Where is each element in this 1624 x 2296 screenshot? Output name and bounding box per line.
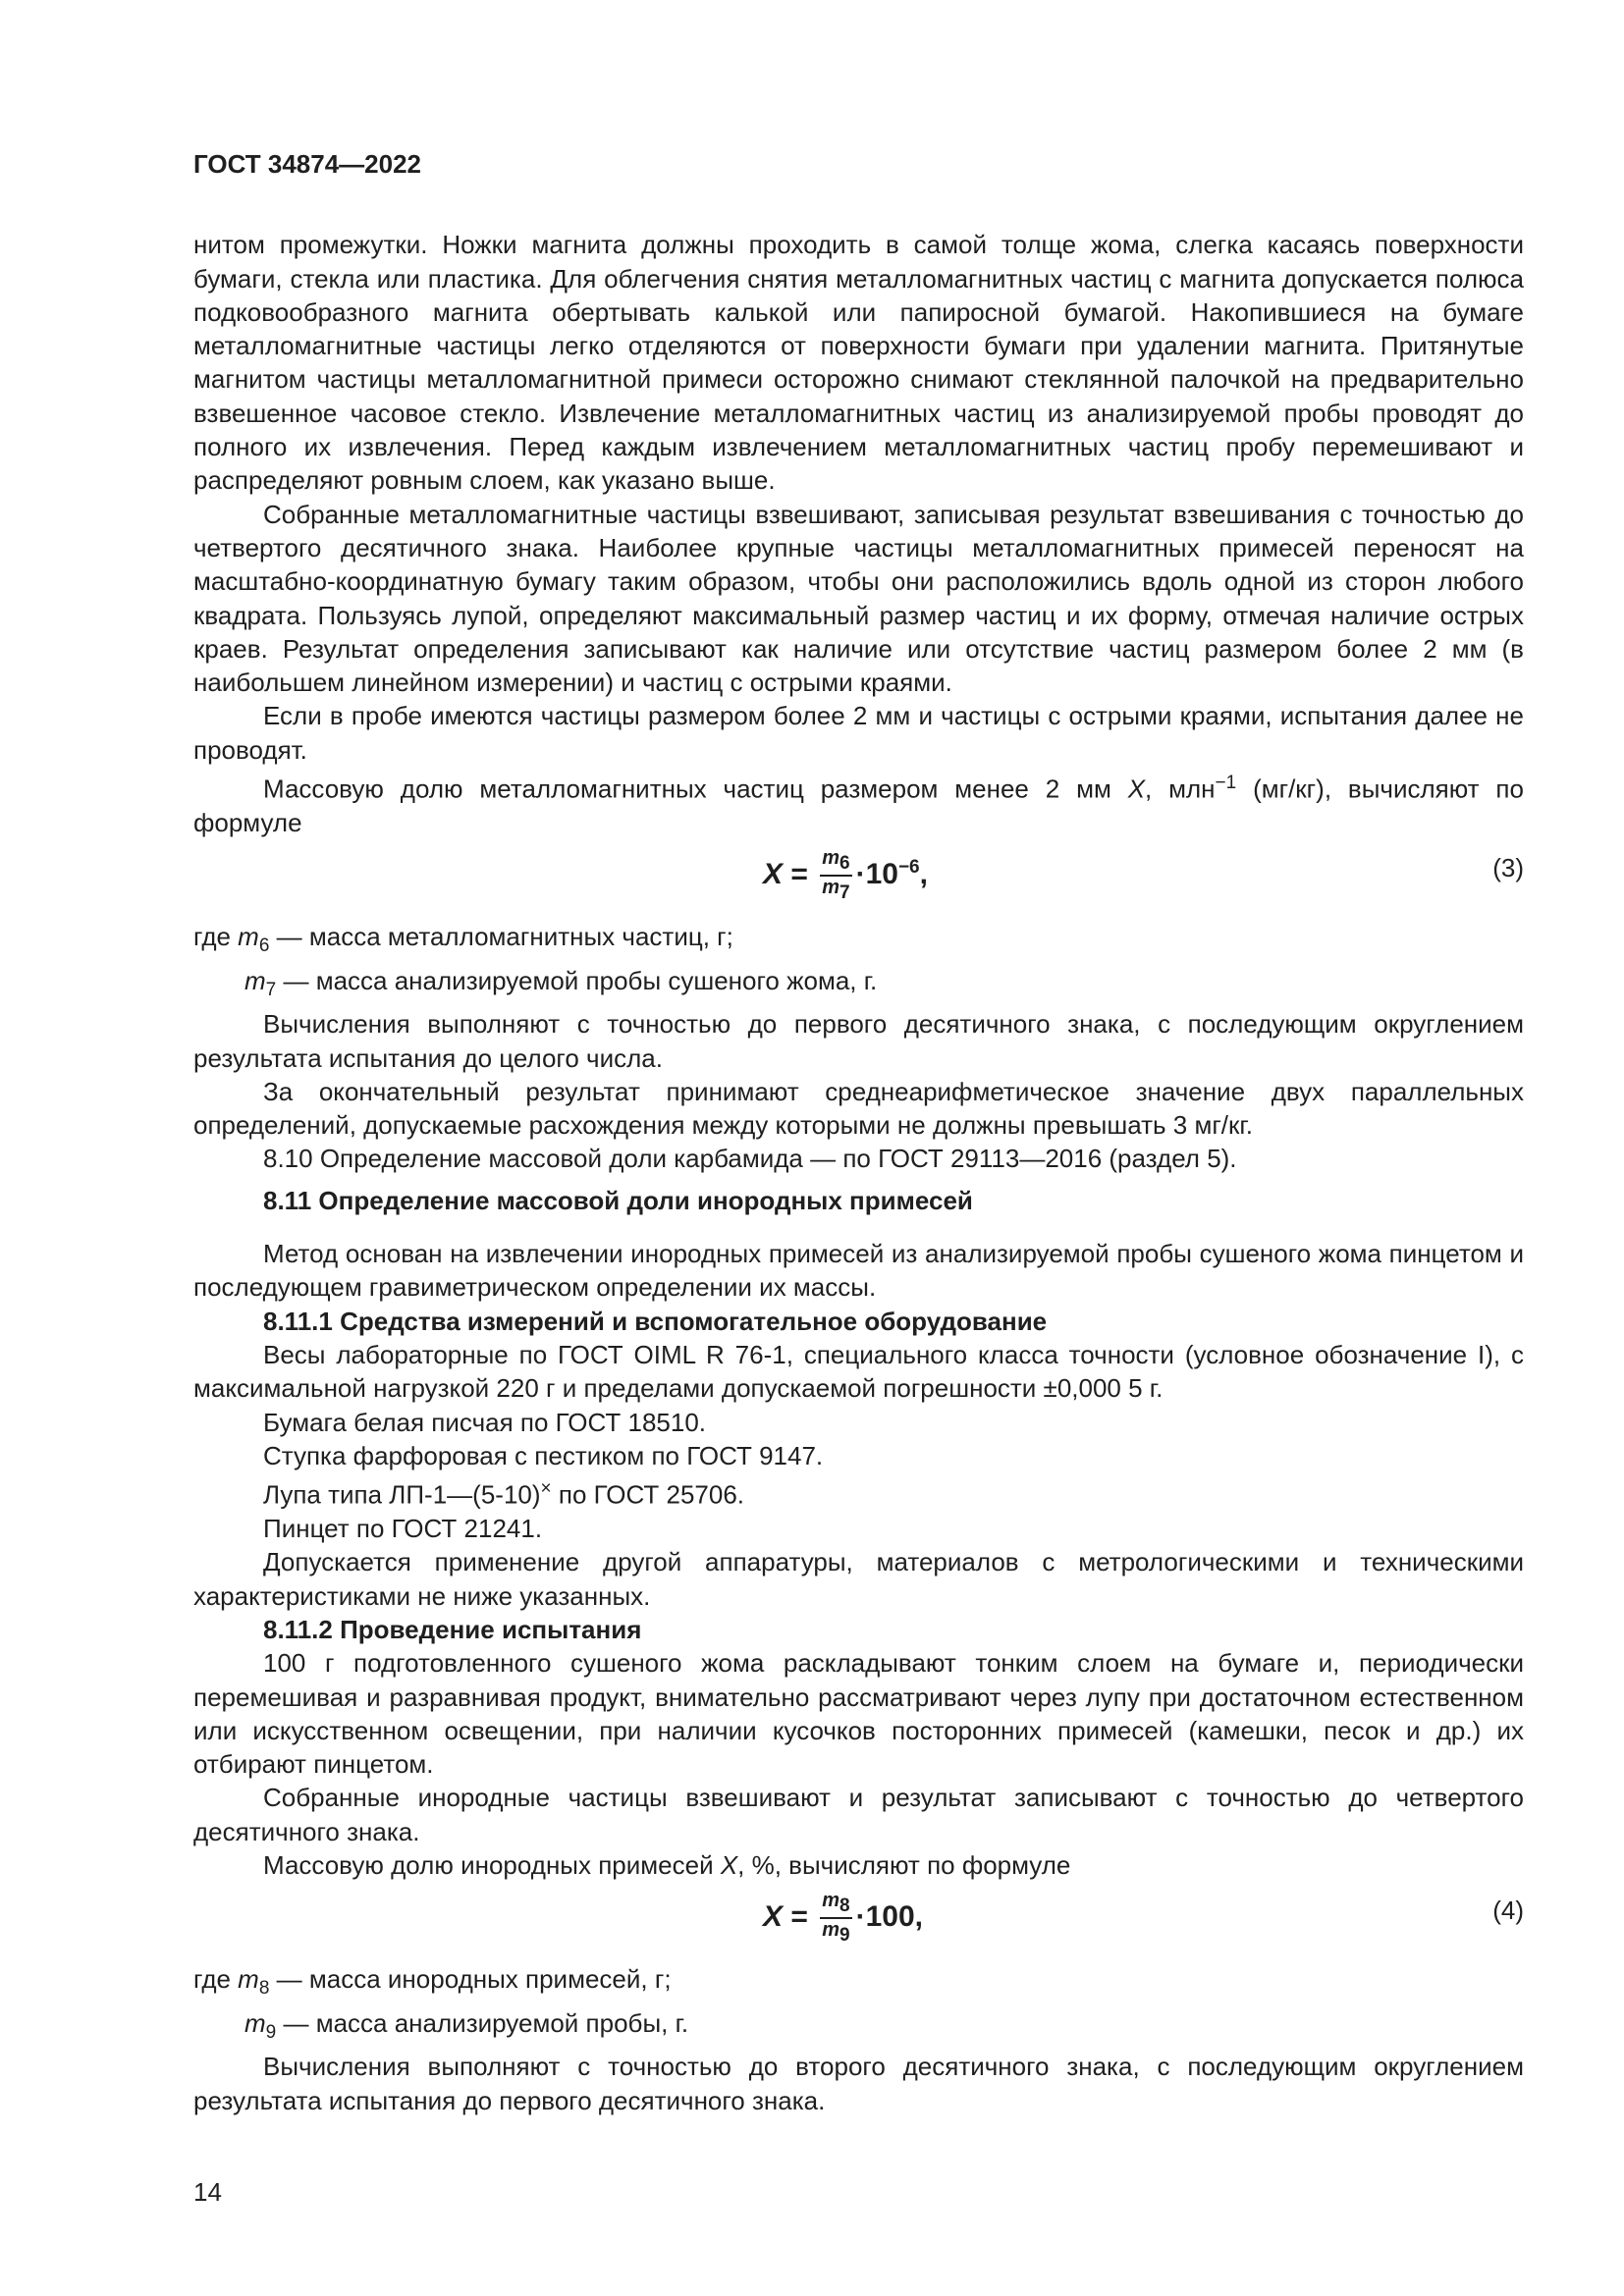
- legend-line: [193, 920, 1524, 963]
- document-page: [193, 147, 1524, 2117]
- subscript: 6: [839, 853, 850, 875]
- subscript: 9: [265, 2022, 277, 2044]
- paragraph: [193, 767, 1524, 839]
- formula-number: (4): [1492, 1896, 1524, 1926]
- superscript: ×: [540, 1478, 552, 1500]
- paragraph: Бумага белая писчая по ГОСТ 18510.: [263, 1407, 707, 1437]
- paragraph: Собранные металломагнитные частицы взвешивают, записывая результат взвешивания с точностью до четвертого десятичного знака. Наиболее крупные частицы металломагнитных примесей переносят на масштабно-координатную бумагу таким образом, чтобы они расположились вдоль одной из сторон любого квадрата. Пользуясь лупой, определяют максимальный размер частиц и их форму, отмечая наличие острых краев. Результат определения записывают как наличие или отсутствие частиц размером более 2 мм (в наибольшем линейном измерении) и частиц с острыми краями.: [193, 499, 1524, 698]
- variable: m: [244, 965, 266, 995]
- legend-line: [193, 1962, 1524, 2005]
- paragraph: Ступка фарфоровая с пестиком по ГОСТ 9147.: [263, 1440, 824, 1470]
- formula-lhs: X: [763, 1900, 784, 1934]
- legend-line: [193, 964, 1524, 1007]
- variable: X: [1127, 774, 1146, 804]
- paragraph: нитом промежутки. Ножки магнита должны проходить в самой толще жома, слегка касаясь поверхности бумаги, стекла или пластика. Для облегчения снятия металломагнитных частиц с магнита допускается полюса подковообразного магнита обертывать калькой или папиросной бумагой. Накопившиеся на бумаге металломагнитные частицы легко отделяются от поверхности бумаги при удалении магнита. Притянутые магнитом частицы металломагнитной примеси осторожно снимают стеклянной палочкой на предварительно взвешенное часовое стекло. Извлечение металломагнитных частиц из анализируемой пробы проводят до полного их извлечения. Перед каждым извлечением металломагнитных частиц пробу перемешивают и распределяют ровным слоем, как указано выше.: [193, 230, 1524, 496]
- text-run: Массовую долю инородных примесей: [263, 1850, 721, 1881]
- text-run: по ГОСТ 25706.: [551, 1479, 745, 1510]
- paragraph: [193, 1848, 1524, 1882]
- variable: m: [244, 2007, 266, 2038]
- paragraph: Если в пробе имеются частицы размером более 2 мм и частицы с острыми краями, испытания далее не проводят.: [193, 701, 1524, 765]
- legend-line: [193, 2006, 1524, 2050]
- variable: m: [822, 877, 840, 899]
- paragraph: Весы лабораторные по ГОСТ OIML R 76-1, специального класса точности (условное обозначение I), с максимальной нагрузкой 220 г и пределами допускаемой погрешности ±0,000 5 г.: [193, 1339, 1524, 1404]
- text-run: Лупа типа ЛП-1—(5-10): [263, 1479, 541, 1510]
- subsection-heading: 8.11.1 Средства измерений и вспомогательное оборудование: [263, 1306, 1048, 1336]
- subsection-heading: 8.11.2 Проведение испытания: [263, 1614, 642, 1644]
- fraction: [820, 1890, 851, 1947]
- subscript: 7: [265, 979, 277, 1000]
- paragraph: Допускается применение другой аппаратуры, материалов с метрологическими и техническими характеристиками не ниже указанных.: [193, 1547, 1524, 1611]
- text-run: — масса инородных примесей, г;: [269, 1964, 672, 1995]
- variable: m: [822, 847, 840, 870]
- paragraph: Пинцет по ГОСТ 21241.: [263, 1514, 543, 1544]
- paragraph: Вычисления выполняют с точностью до первого десятичного знака, с последующим округлением результата испытания до целого числа.: [193, 1009, 1524, 1073]
- paragraph: 100 г подготовленного сушеного жома раскладывают тонким слоем на бумаге и, периодически перемешивая и разравнивая продукт, внимательно рассматривают через лупу при достаточном естественном или искусственном освещении, при наличии кусочков посторонних примесей (камешки, песок и др.) их отбирают пинцетом.: [193, 1648, 1524, 1780]
- subscript: 8: [839, 1896, 850, 1917]
- document-header: ГОСТ 34874—2022: [193, 149, 421, 179]
- paragraph: 8.10 Определение массовой доли карбамида — по ГОСТ 29113—2016 (раздел 5).: [263, 1144, 1237, 1174]
- paragraph: За окончательный результат принимают среднеарифметическое значение двух параллельных определений, допускаемые расхождения между которыми не должны превышать 3 мг/кг.: [193, 1076, 1524, 1141]
- paragraph: Метод основан на извлечении инородных примесей из анализируемой пробы сушеного жома пинцетом и последующем гравиметрическом определении их массы.: [193, 1239, 1524, 1303]
- text-run: Массовую долю металломагнитных частиц размером менее 2 мм: [263, 774, 1128, 804]
- fraction-denominator: [820, 877, 851, 904]
- text-run: — масса металломагнитных частиц, г;: [269, 922, 733, 952]
- fraction: [820, 847, 851, 904]
- variable: m: [238, 922, 259, 952]
- text-run: — масса анализируемой пробы, г.: [276, 2007, 689, 2038]
- formula-legend: [193, 920, 1524, 1007]
- formula-number: (3): [1492, 853, 1524, 883]
- text-run: , млн: [1145, 774, 1216, 804]
- formula-expression: [763, 1890, 923, 1947]
- paragraph: [193, 1472, 1524, 1512]
- text-run: где: [193, 922, 239, 952]
- formula-eq: =: [783, 858, 817, 891]
- subscript: 8: [258, 1978, 270, 2000]
- formula-expression: [763, 847, 928, 904]
- page-number: 14: [193, 2177, 222, 2207]
- formula-legend: [193, 1962, 1524, 2050]
- text-run: где: [193, 1964, 239, 1995]
- paragraph: Собранные инородные частицы взвешивают и результат записывают с точностью до четвертого десятичного знака.: [193, 1783, 1524, 1846]
- formula-4: [193, 1884, 1524, 1947]
- subscript: 7: [839, 882, 850, 904]
- fraction-numerator: [820, 847, 851, 877]
- variable: m: [822, 1919, 840, 1942]
- fraction-denominator: [820, 1919, 851, 1947]
- formula-tail: ,: [919, 858, 928, 891]
- formula-rhs: ·10: [855, 858, 898, 891]
- formula-lhs: X: [763, 858, 784, 891]
- text-run: (мг/кг), вычисляют по формуле: [193, 774, 1524, 837]
- formula-eq: =: [783, 1900, 817, 1934]
- formula-tail: ,: [914, 1900, 923, 1934]
- section-heading: 8.11 Определение массовой доли инородных примесей: [263, 1185, 973, 1215]
- superscript: −6: [897, 857, 920, 879]
- variable: m: [238, 1964, 259, 1995]
- text-run: , %, вычисляют по формуле: [737, 1850, 1071, 1881]
- variable: X: [720, 1850, 738, 1881]
- subscript: 6: [258, 935, 270, 957]
- formula-3: [193, 841, 1524, 904]
- paragraph: Вычисления выполняют с точностью до второго десятичного знака, с последующим округлением результата испытания до первого десятичного знака.: [193, 2052, 1524, 2115]
- superscript: −1: [1215, 773, 1237, 794]
- text-run: — масса анализируемой пробы сушеного жома, г.: [276, 965, 878, 995]
- subscript: 9: [839, 1925, 850, 1947]
- fraction-numerator: [820, 1890, 851, 1919]
- formula-rhs: ·100: [855, 1900, 915, 1934]
- variable: m: [822, 1890, 840, 1912]
